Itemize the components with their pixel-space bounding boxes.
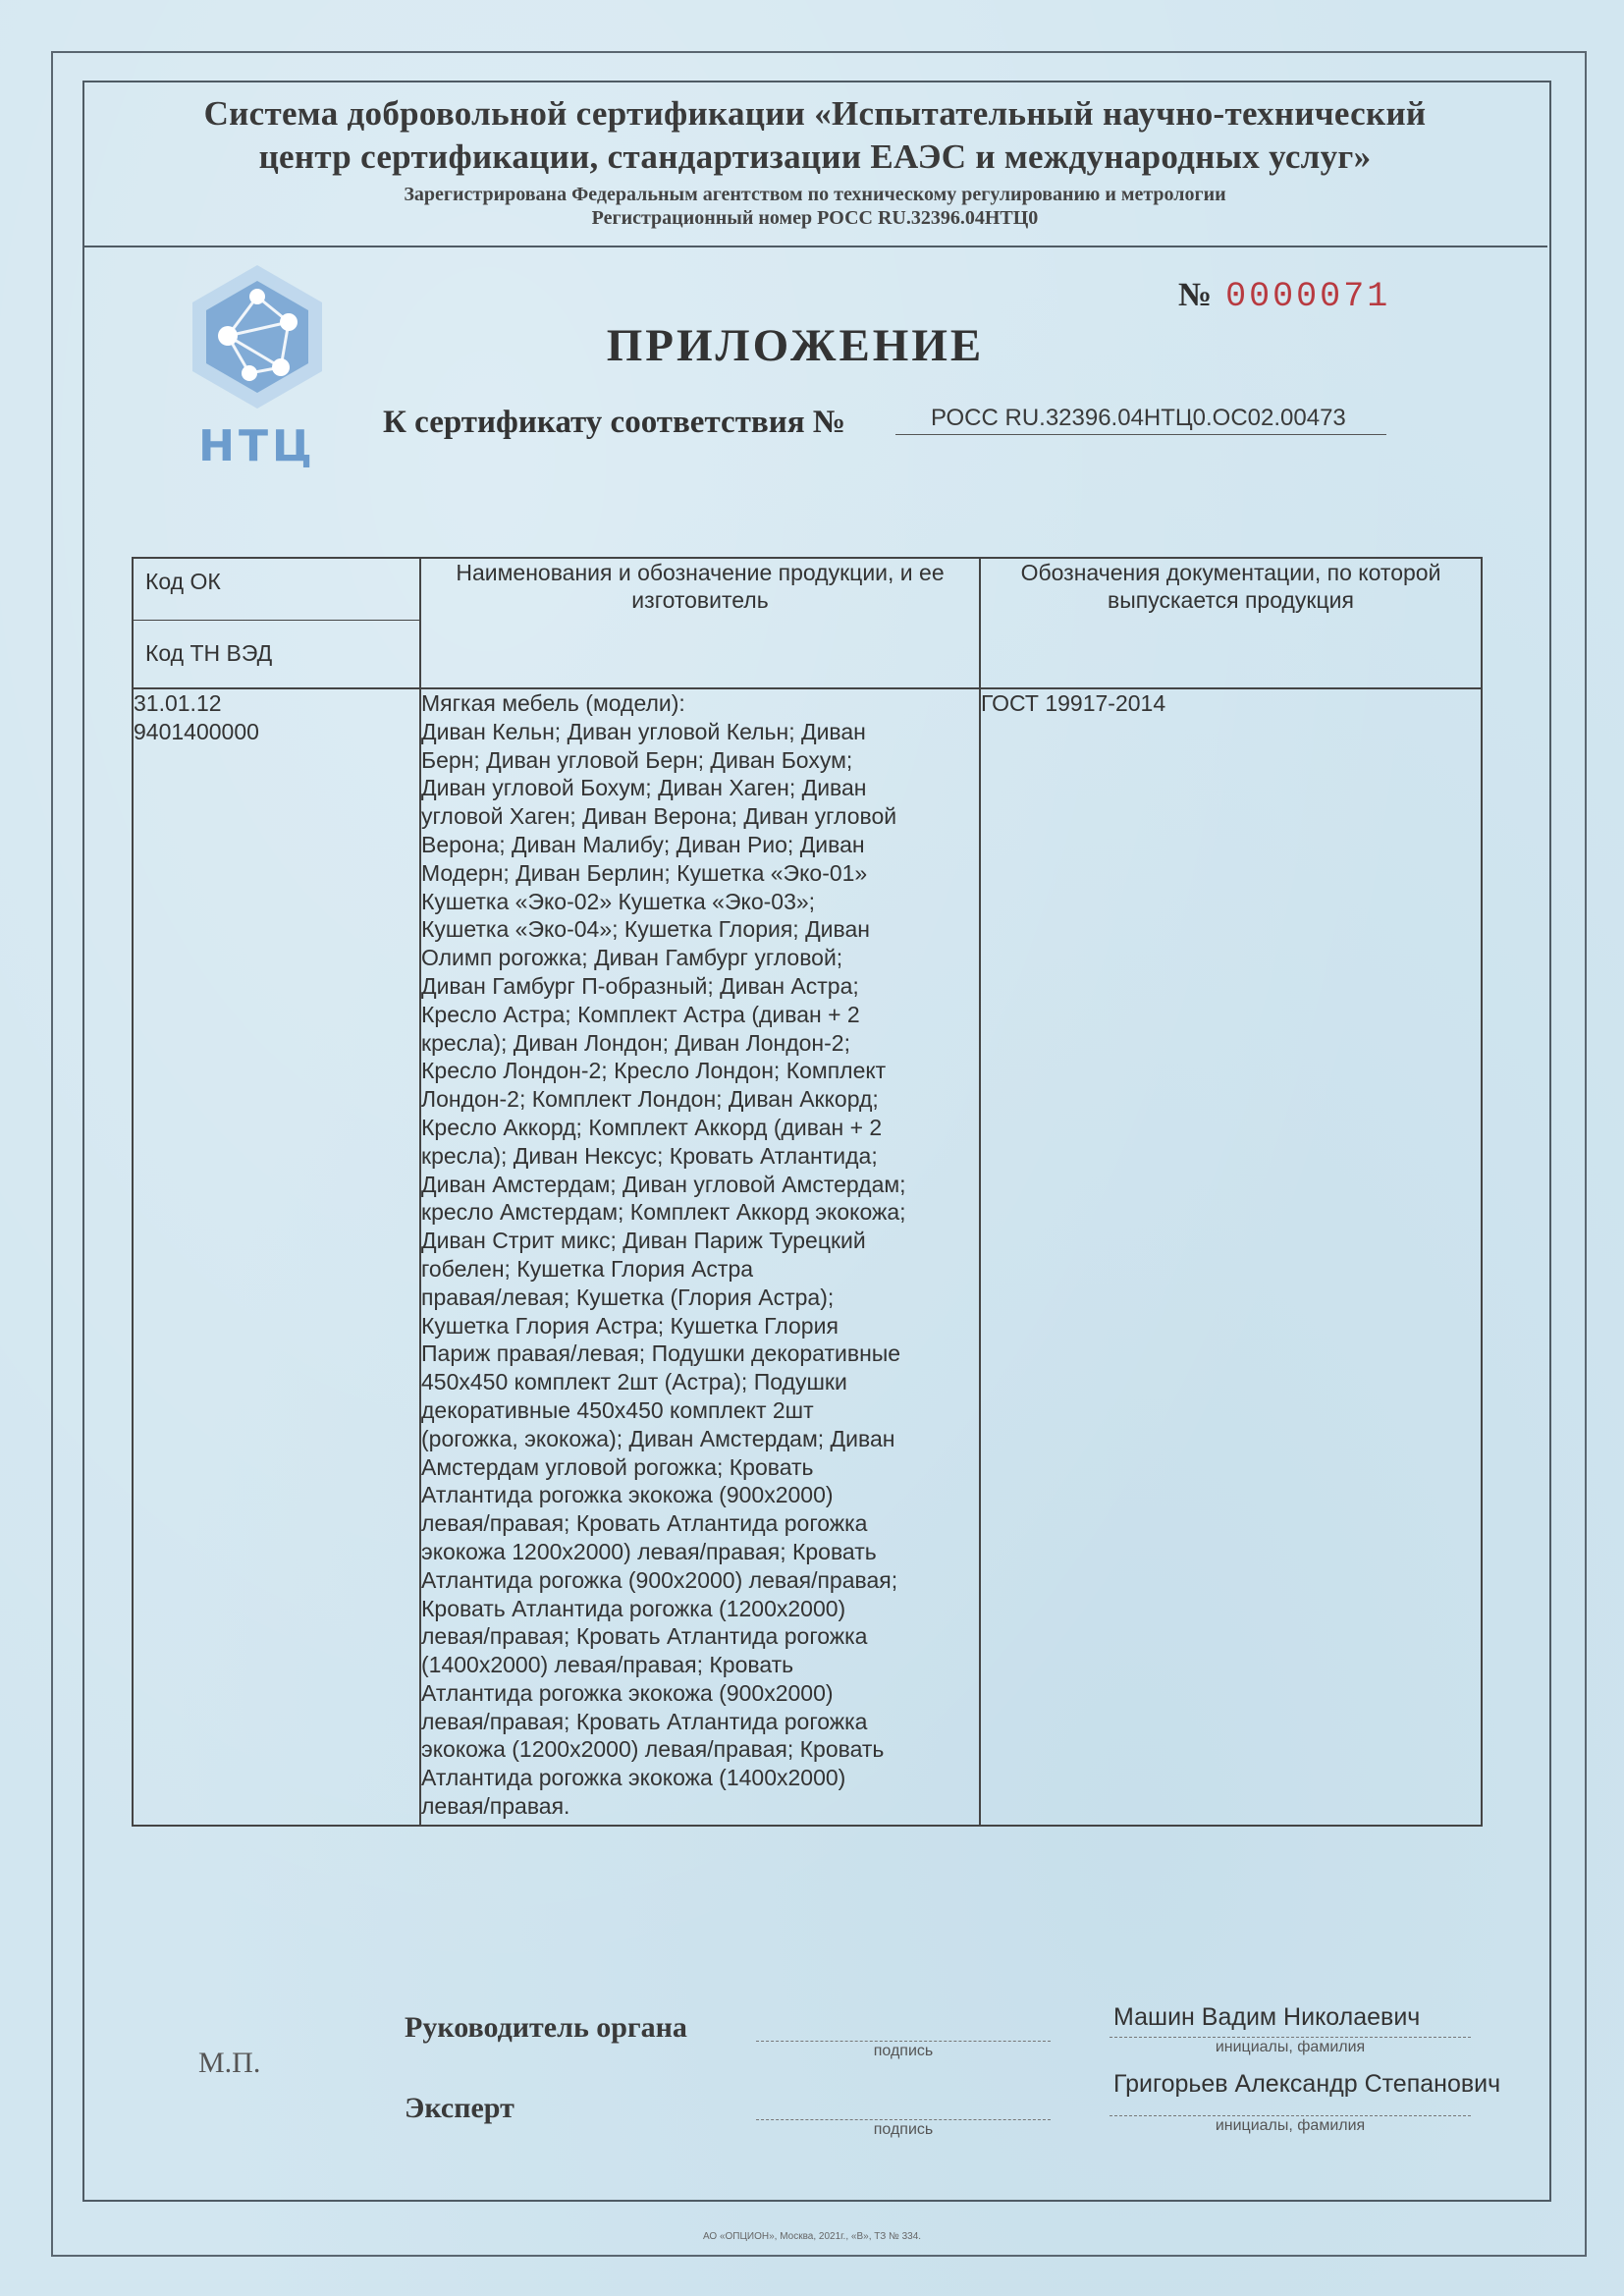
product-line: Кушетка Глория Астра; Кушетка Глория: [421, 1312, 839, 1339]
product-line: Диван Стрит микс; Диван Париж Турецкий: [421, 1228, 866, 1254]
product-line: экокожа (1200х2000) левая/правая; Кровать: [421, 1736, 885, 1763]
product-line: Верона; Диван Малибу; Диван Рио; Диван: [421, 831, 865, 857]
product-line: угловой Хаген; Диван Верона; Диван угловой: [421, 803, 897, 830]
product-line: Кресло Аккорд; Комплект Аккорд (диван + 2: [421, 1114, 883, 1140]
certification-system-header: [82, 81, 1547, 247]
product-line: Кушетка «Эко-02» Кушетка «Эко-03»;: [421, 888, 816, 914]
number-sign: №: [1178, 277, 1213, 313]
code-header-cell: [133, 558, 420, 688]
head-signature-caption: подпись: [873, 2043, 934, 2059]
product-line: (рогожка, экокожа); Диван Амстердам; Диван: [421, 1425, 895, 1451]
head-name-caption: инициалы, фамилия: [1215, 2039, 1366, 2055]
expert-signature-line: [756, 2119, 1051, 2120]
product-line: 450х450 комплект 2шт (Астра); Подушки: [421, 1369, 847, 1395]
head-name-line: [1110, 2037, 1471, 2038]
product-line: кресла); Диван Нексус; Кровать Атлантида;: [421, 1142, 878, 1169]
product-line: экокожа 1200х2000) левая/правая; Кровать: [421, 1538, 877, 1564]
expert-label: Эксперт: [405, 2092, 514, 2124]
product-line: Атлантида рогожка экокожа (1400х2000): [421, 1765, 846, 1791]
product-line: левая/правая; Кровать Атлантида рогожка: [421, 1510, 868, 1537]
product-line: левая/правая; Кровать Атлантида рогожка: [421, 1708, 868, 1734]
head-of-body-label: Руководитель органа: [405, 2011, 687, 2044]
product-line: Атлантида рогожка экокожа (900х2000): [421, 1482, 834, 1508]
product-line: Кушетка «Эко-04»; Кушетка Глория; Диван: [421, 916, 870, 943]
expert-name-caption: инициалы, фамилия: [1215, 2117, 1366, 2134]
code-tn-value: 9401400000: [134, 718, 259, 744]
product-line: левая/правая.: [421, 1793, 570, 1820]
certificate-reference-value: РОСС RU.32396.04НТЦ0.ОС02.00473: [895, 405, 1386, 435]
head-signature-line: [756, 2041, 1051, 2042]
code-tn-header: Код ТН ВЭД: [134, 620, 419, 687]
expert-name-line: [1110, 2115, 1471, 2116]
product-line: гобелен; Кушетка Глория Астра: [421, 1255, 754, 1282]
product-line: Атлантида рогожка (900х2000) левая/правая;: [421, 1566, 898, 1593]
head-name: Машин Вадим Николаевич: [1113, 2003, 1421, 2031]
expert-signature-caption: подпись: [873, 2121, 934, 2138]
stamp-place: М.П.: [198, 2047, 261, 2079]
registered-by: Зарегистрирована Федеральным агентством по техническому регулированию и метрологии: [404, 184, 1226, 205]
product-line: Берн; Диван угловой Берн; Диван Бохум;: [421, 746, 853, 773]
certificate-number: [1178, 277, 1390, 316]
system-title: [112, 92, 1518, 179]
logo-text: НТЦ: [198, 421, 316, 471]
product-line: кресла); Диван Лондон; Диван Лондон-2;: [421, 1029, 850, 1056]
product-lines: [421, 689, 979, 1821]
documentation-value: ГОСТ 19917-2014: [981, 690, 1166, 716]
table-row: [133, 688, 1482, 1826]
code-ok-value: 31.01.12: [134, 690, 222, 716]
product-line: кресло Амстердам; Комплект Аккорд экокожа;: [421, 1199, 906, 1226]
product-line: Модерн; Диван Берлин; Кушетка «Эко-01»: [421, 859, 868, 886]
expert-name: Григорьев Александр Степанович: [1113, 2070, 1501, 2098]
product-line: Париж правая/левая; Подушки декоративные: [421, 1340, 901, 1367]
product-line: Олимп рогожка; Диван Гамбург угловой;: [421, 945, 843, 971]
ntc-hexagon-icon: [179, 257, 336, 414]
product-line: Амстердам угловой рогожка; Кровать: [421, 1453, 814, 1480]
code-ok-header: Код ОК: [145, 569, 221, 594]
product-line: Мягкая мебель (модели):: [421, 690, 685, 716]
product-line: Кресло Лондон-2; Кресло Лондон; Комплект: [421, 1058, 887, 1084]
product-line: Диван Кельн; Диван угловой Кельн; Диван: [421, 718, 866, 744]
products-table: [132, 557, 1483, 1827]
codes-cell: [133, 688, 420, 1826]
number-value: 0000071: [1225, 277, 1391, 316]
product-line: правая/левая; Кушетка (Глория Астра);: [421, 1284, 835, 1310]
product-line: Диван Гамбург П-образный; Диван Астра;: [421, 972, 859, 999]
registration-number: Регистрационный номер РОСС RU.32396.04НТЦ0: [591, 207, 1039, 229]
document-title: ПРИЛОЖЕНИЕ: [606, 320, 985, 371]
print-info-footer: АО «ОПЦИОН», Москва, 2021г., «В», ТЗ № 334.: [702, 2231, 922, 2242]
system-title-line-1: Система добровольной сертификации «Испытательный научно-технический: [203, 94, 1427, 133]
product-line: Диван угловой Бохум; Диван Хаген; Диван: [421, 775, 867, 801]
product-line: левая/правая; Кровать Атлантида рогожка: [421, 1623, 868, 1650]
certificate-reference-label: К сертификату соответствия №: [383, 405, 846, 440]
table-header-row: [133, 558, 1482, 688]
product-line: (1400х2000) левая/правая; Кровать: [421, 1652, 794, 1678]
product-list-cell: [420, 688, 980, 1826]
product-line: Кресло Астра; Комплект Астра (диван + 2: [421, 1001, 860, 1027]
product-line: Диван Амстердам; Диван угловой Амстердам;: [421, 1171, 906, 1197]
documentation-cell: [980, 688, 1482, 1826]
product-line: декоративные 450х450 комплект 2шт: [421, 1396, 814, 1423]
product-line: Кровать Атлантида рогожка (1200х2000): [421, 1595, 846, 1621]
documentation-header: Обозначения документации, по которой выпускается продукция: [980, 558, 1482, 688]
ntc-logo: [179, 257, 336, 473]
product-line: Лондон-2; Комплект Лондон; Диван Аккорд;: [421, 1086, 879, 1113]
product-line: Атлантида рогожка экокожа (900х2000): [421, 1679, 834, 1706]
system-title-line-2: центр сертификации, стандартизации ЕАЭС и международных услуг»: [258, 137, 1372, 176]
product-name-header: Наименования и обозначение продукции, и ее изготовитель: [420, 558, 980, 688]
